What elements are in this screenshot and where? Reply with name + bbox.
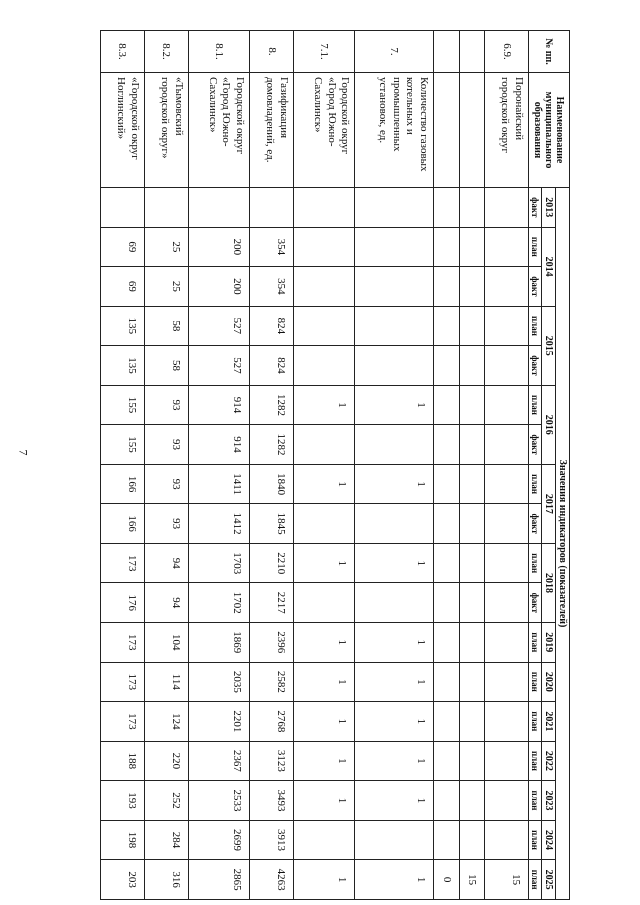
value-cell [485, 188, 529, 228]
header-plan: план [529, 662, 542, 702]
value-cell: 1 [355, 781, 434, 821]
value-cell: 1 [294, 623, 355, 663]
header-year-2022: 2022 [542, 741, 556, 781]
value-cell: 252 [144, 781, 188, 821]
value-cell [485, 583, 529, 623]
value-cell [294, 306, 355, 346]
value-cell: 354 [250, 227, 294, 267]
row-number: 6.9. [485, 31, 529, 73]
value-cell: 173 [101, 662, 145, 702]
value-cell: 173 [101, 702, 145, 742]
row-number: 8.1. [188, 31, 249, 73]
value-cell: 1 [355, 385, 434, 425]
header-fact: факт [529, 504, 542, 544]
value-cell [294, 504, 355, 544]
value-cell: 1840 [250, 464, 294, 504]
value-cell [355, 504, 434, 544]
value-cell: 1702 [188, 583, 249, 623]
row-number: 7. [355, 31, 434, 73]
value-cell: 1 [294, 741, 355, 781]
header-year-2023: 2023 [542, 781, 556, 821]
header-year-2021: 2021 [542, 702, 556, 742]
header-plan: план [529, 781, 542, 821]
value-cell [485, 781, 529, 821]
value-cell [434, 623, 459, 663]
header-year-2015: 2015 [542, 306, 556, 385]
header-year-2024: 2024 [542, 820, 556, 860]
header-plan: план [529, 464, 542, 504]
rotated-table-wrapper [100, 30, 570, 900]
row-municipality-name: Газификация домовладений, ед. [250, 73, 294, 188]
value-cell [485, 464, 529, 504]
value-cell [459, 346, 484, 386]
value-cell [459, 820, 484, 860]
value-cell [434, 306, 459, 346]
row-municipality-name [459, 73, 484, 188]
header-plan: план [529, 741, 542, 781]
header-year-2019: 2019 [542, 623, 556, 663]
row-municipality-name: Городской округ «Город Южно-Сахалинск» [294, 73, 355, 188]
value-cell: 166 [101, 504, 145, 544]
value-cell [294, 425, 355, 465]
value-cell: 914 [188, 385, 249, 425]
row-number [459, 31, 484, 73]
value-cell: 104 [144, 623, 188, 663]
header-fact: факт [529, 583, 542, 623]
value-cell: 176 [101, 583, 145, 623]
value-cell [459, 702, 484, 742]
value-cell [434, 188, 459, 228]
value-cell: 203 [101, 860, 145, 900]
value-cell: 114 [144, 662, 188, 702]
value-cell [294, 188, 355, 228]
value-cell [459, 662, 484, 702]
value-cell: 200 [188, 267, 249, 307]
table-row [459, 31, 484, 900]
value-cell [485, 385, 529, 425]
value-cell [459, 385, 484, 425]
value-cell [459, 464, 484, 504]
value-cell [434, 662, 459, 702]
header-plan: план [529, 543, 542, 583]
value-cell [459, 267, 484, 307]
value-cell [485, 662, 529, 702]
value-cell: 3493 [250, 781, 294, 821]
value-cell [101, 188, 145, 228]
row-number: 8.3. [101, 31, 145, 73]
value-cell [459, 623, 484, 663]
value-cell [434, 267, 459, 307]
value-cell: 527 [188, 306, 249, 346]
value-cell: 2699 [188, 820, 249, 860]
value-cell [459, 188, 484, 228]
value-cell: 1411 [188, 464, 249, 504]
row-number: 8.2. [144, 31, 188, 73]
header-plan: план [529, 623, 542, 663]
value-cell: 1 [355, 741, 434, 781]
value-cell: 2035 [188, 662, 249, 702]
value-cell: 1703 [188, 543, 249, 583]
value-cell: 1 [355, 662, 434, 702]
value-cell [459, 504, 484, 544]
value-cell [294, 820, 355, 860]
value-cell: 2217 [250, 583, 294, 623]
value-cell [459, 227, 484, 267]
value-cell: 25 [144, 227, 188, 267]
value-cell: 1 [294, 385, 355, 425]
value-cell [355, 188, 434, 228]
value-cell: 1 [294, 464, 355, 504]
value-cell [485, 346, 529, 386]
header-fact: факт [529, 188, 542, 228]
value-cell: 124 [144, 702, 188, 742]
value-cell: 58 [144, 306, 188, 346]
value-cell: 2768 [250, 702, 294, 742]
header-year-2018: 2018 [542, 543, 556, 622]
header-year-2014: 2014 [542, 227, 556, 306]
header-number: № пп. [529, 31, 570, 73]
value-cell [434, 346, 459, 386]
value-cell [485, 227, 529, 267]
value-cell: 3913 [250, 820, 294, 860]
header-municipality: Наименование муниципального образования [529, 73, 570, 188]
value-cell: 1 [355, 860, 434, 900]
value-cell [434, 781, 459, 821]
value-cell: 173 [101, 623, 145, 663]
header-fact: факт [529, 346, 542, 386]
value-cell: 2582 [250, 662, 294, 702]
value-cell [434, 583, 459, 623]
value-cell [434, 227, 459, 267]
value-cell [294, 267, 355, 307]
value-cell [355, 346, 434, 386]
table-row [188, 31, 249, 900]
value-cell: 0 [434, 860, 459, 900]
value-cell [434, 702, 459, 742]
value-cell: 1 [294, 860, 355, 900]
value-cell [485, 504, 529, 544]
value-cell: 2367 [188, 741, 249, 781]
value-cell [434, 543, 459, 583]
value-cell: 2533 [188, 781, 249, 821]
value-cell: 1 [294, 543, 355, 583]
value-cell [485, 702, 529, 742]
value-cell [434, 425, 459, 465]
value-cell: 3123 [250, 741, 294, 781]
value-cell [250, 188, 294, 228]
value-cell [459, 425, 484, 465]
table-row [101, 31, 145, 900]
value-cell [294, 346, 355, 386]
value-cell: 198 [101, 820, 145, 860]
header-year-2016: 2016 [542, 385, 556, 464]
value-cell [355, 583, 434, 623]
value-cell: 2201 [188, 702, 249, 742]
value-cell [485, 425, 529, 465]
page-number: 7 [16, 449, 31, 456]
header-fact: факт [529, 267, 542, 307]
value-cell: 166 [101, 464, 145, 504]
value-cell [294, 227, 355, 267]
value-cell: 93 [144, 385, 188, 425]
value-cell [485, 267, 529, 307]
value-cell: 1 [355, 464, 434, 504]
header-plan: план [529, 702, 542, 742]
header-year-2017: 2017 [542, 464, 556, 543]
value-cell [188, 188, 249, 228]
value-cell: 824 [250, 306, 294, 346]
value-cell: 15 [459, 860, 484, 900]
value-cell: 1 [294, 702, 355, 742]
value-cell: 527 [188, 346, 249, 386]
header-year-2013: 2013 [542, 188, 556, 228]
value-cell: 354 [250, 267, 294, 307]
value-cell: 155 [101, 385, 145, 425]
value-cell: 2865 [188, 860, 249, 900]
value-cell: 15 [485, 860, 529, 900]
value-cell: 58 [144, 346, 188, 386]
value-cell [434, 464, 459, 504]
value-cell [434, 385, 459, 425]
row-number [434, 31, 459, 73]
value-cell: 200 [188, 227, 249, 267]
value-cell [355, 820, 434, 860]
table-row [434, 31, 459, 900]
value-cell [459, 543, 484, 583]
value-cell: 1282 [250, 425, 294, 465]
value-cell: 1 [355, 543, 434, 583]
value-cell [434, 504, 459, 544]
row-number: 7.1. [294, 31, 355, 73]
value-cell: 220 [144, 741, 188, 781]
row-municipality-name: «Городской округ Ноглинский» [101, 73, 145, 188]
header-plan: план [529, 860, 542, 900]
row-municipality-name: Поронайский городской округ [485, 73, 529, 188]
header-indicator-values: Значения индикаторов (показателей) [556, 188, 570, 900]
indicator-table [100, 30, 570, 900]
value-cell [459, 741, 484, 781]
row-municipality-name [434, 73, 459, 188]
value-cell [355, 306, 434, 346]
value-cell: 25 [144, 267, 188, 307]
value-cell: 1869 [188, 623, 249, 663]
value-cell: 135 [101, 346, 145, 386]
value-cell: 2396 [250, 623, 294, 663]
row-municipality-name: Количество газовых котельных и промышленных установок, ед. [355, 73, 434, 188]
value-cell: 1845 [250, 504, 294, 544]
value-cell: 4263 [250, 860, 294, 900]
value-cell [434, 820, 459, 860]
value-cell: 1 [294, 781, 355, 821]
value-cell [294, 583, 355, 623]
value-cell: 2210 [250, 543, 294, 583]
value-cell: 824 [250, 346, 294, 386]
value-cell: 1 [294, 662, 355, 702]
header-plan: план [529, 385, 542, 425]
row-municipality-name: Городской округ «Город Южно-Сахалинск» [188, 73, 249, 188]
value-cell [144, 188, 188, 228]
value-cell [485, 741, 529, 781]
value-cell: 94 [144, 583, 188, 623]
value-cell: 1 [355, 623, 434, 663]
value-cell: 1 [355, 702, 434, 742]
row-municipality-name: «Тымовский городской округ» [144, 73, 188, 188]
header-year-2020: 2020 [542, 662, 556, 702]
header-fact: факт [529, 425, 542, 465]
table-row [355, 31, 434, 900]
value-cell: 93 [144, 464, 188, 504]
value-cell [459, 306, 484, 346]
value-cell: 316 [144, 860, 188, 900]
value-cell: 69 [101, 267, 145, 307]
value-cell [485, 820, 529, 860]
value-cell: 188 [101, 741, 145, 781]
value-cell: 69 [101, 227, 145, 267]
header-year-2025: 2025 [542, 860, 556, 900]
value-cell [485, 623, 529, 663]
value-cell: 94 [144, 543, 188, 583]
value-cell: 93 [144, 504, 188, 544]
header-plan: план [529, 306, 542, 346]
value-cell [459, 583, 484, 623]
table-row [144, 31, 188, 900]
value-cell: 1282 [250, 385, 294, 425]
value-cell: 193 [101, 781, 145, 821]
value-cell: 135 [101, 306, 145, 346]
header-plan: план [529, 820, 542, 860]
value-cell [485, 543, 529, 583]
value-cell [355, 267, 434, 307]
table-row [485, 31, 529, 900]
value-cell: 1412 [188, 504, 249, 544]
value-cell: 93 [144, 425, 188, 465]
value-cell: 284 [144, 820, 188, 860]
value-cell [355, 227, 434, 267]
value-cell [459, 781, 484, 821]
value-cell [434, 741, 459, 781]
value-cell [485, 306, 529, 346]
header-plan: план [529, 227, 542, 267]
table-row [250, 31, 294, 900]
value-cell: 914 [188, 425, 249, 465]
value-cell: 173 [101, 543, 145, 583]
value-cell: 155 [101, 425, 145, 465]
value-cell [355, 425, 434, 465]
table-row [294, 31, 355, 900]
row-number: 8. [250, 31, 294, 73]
